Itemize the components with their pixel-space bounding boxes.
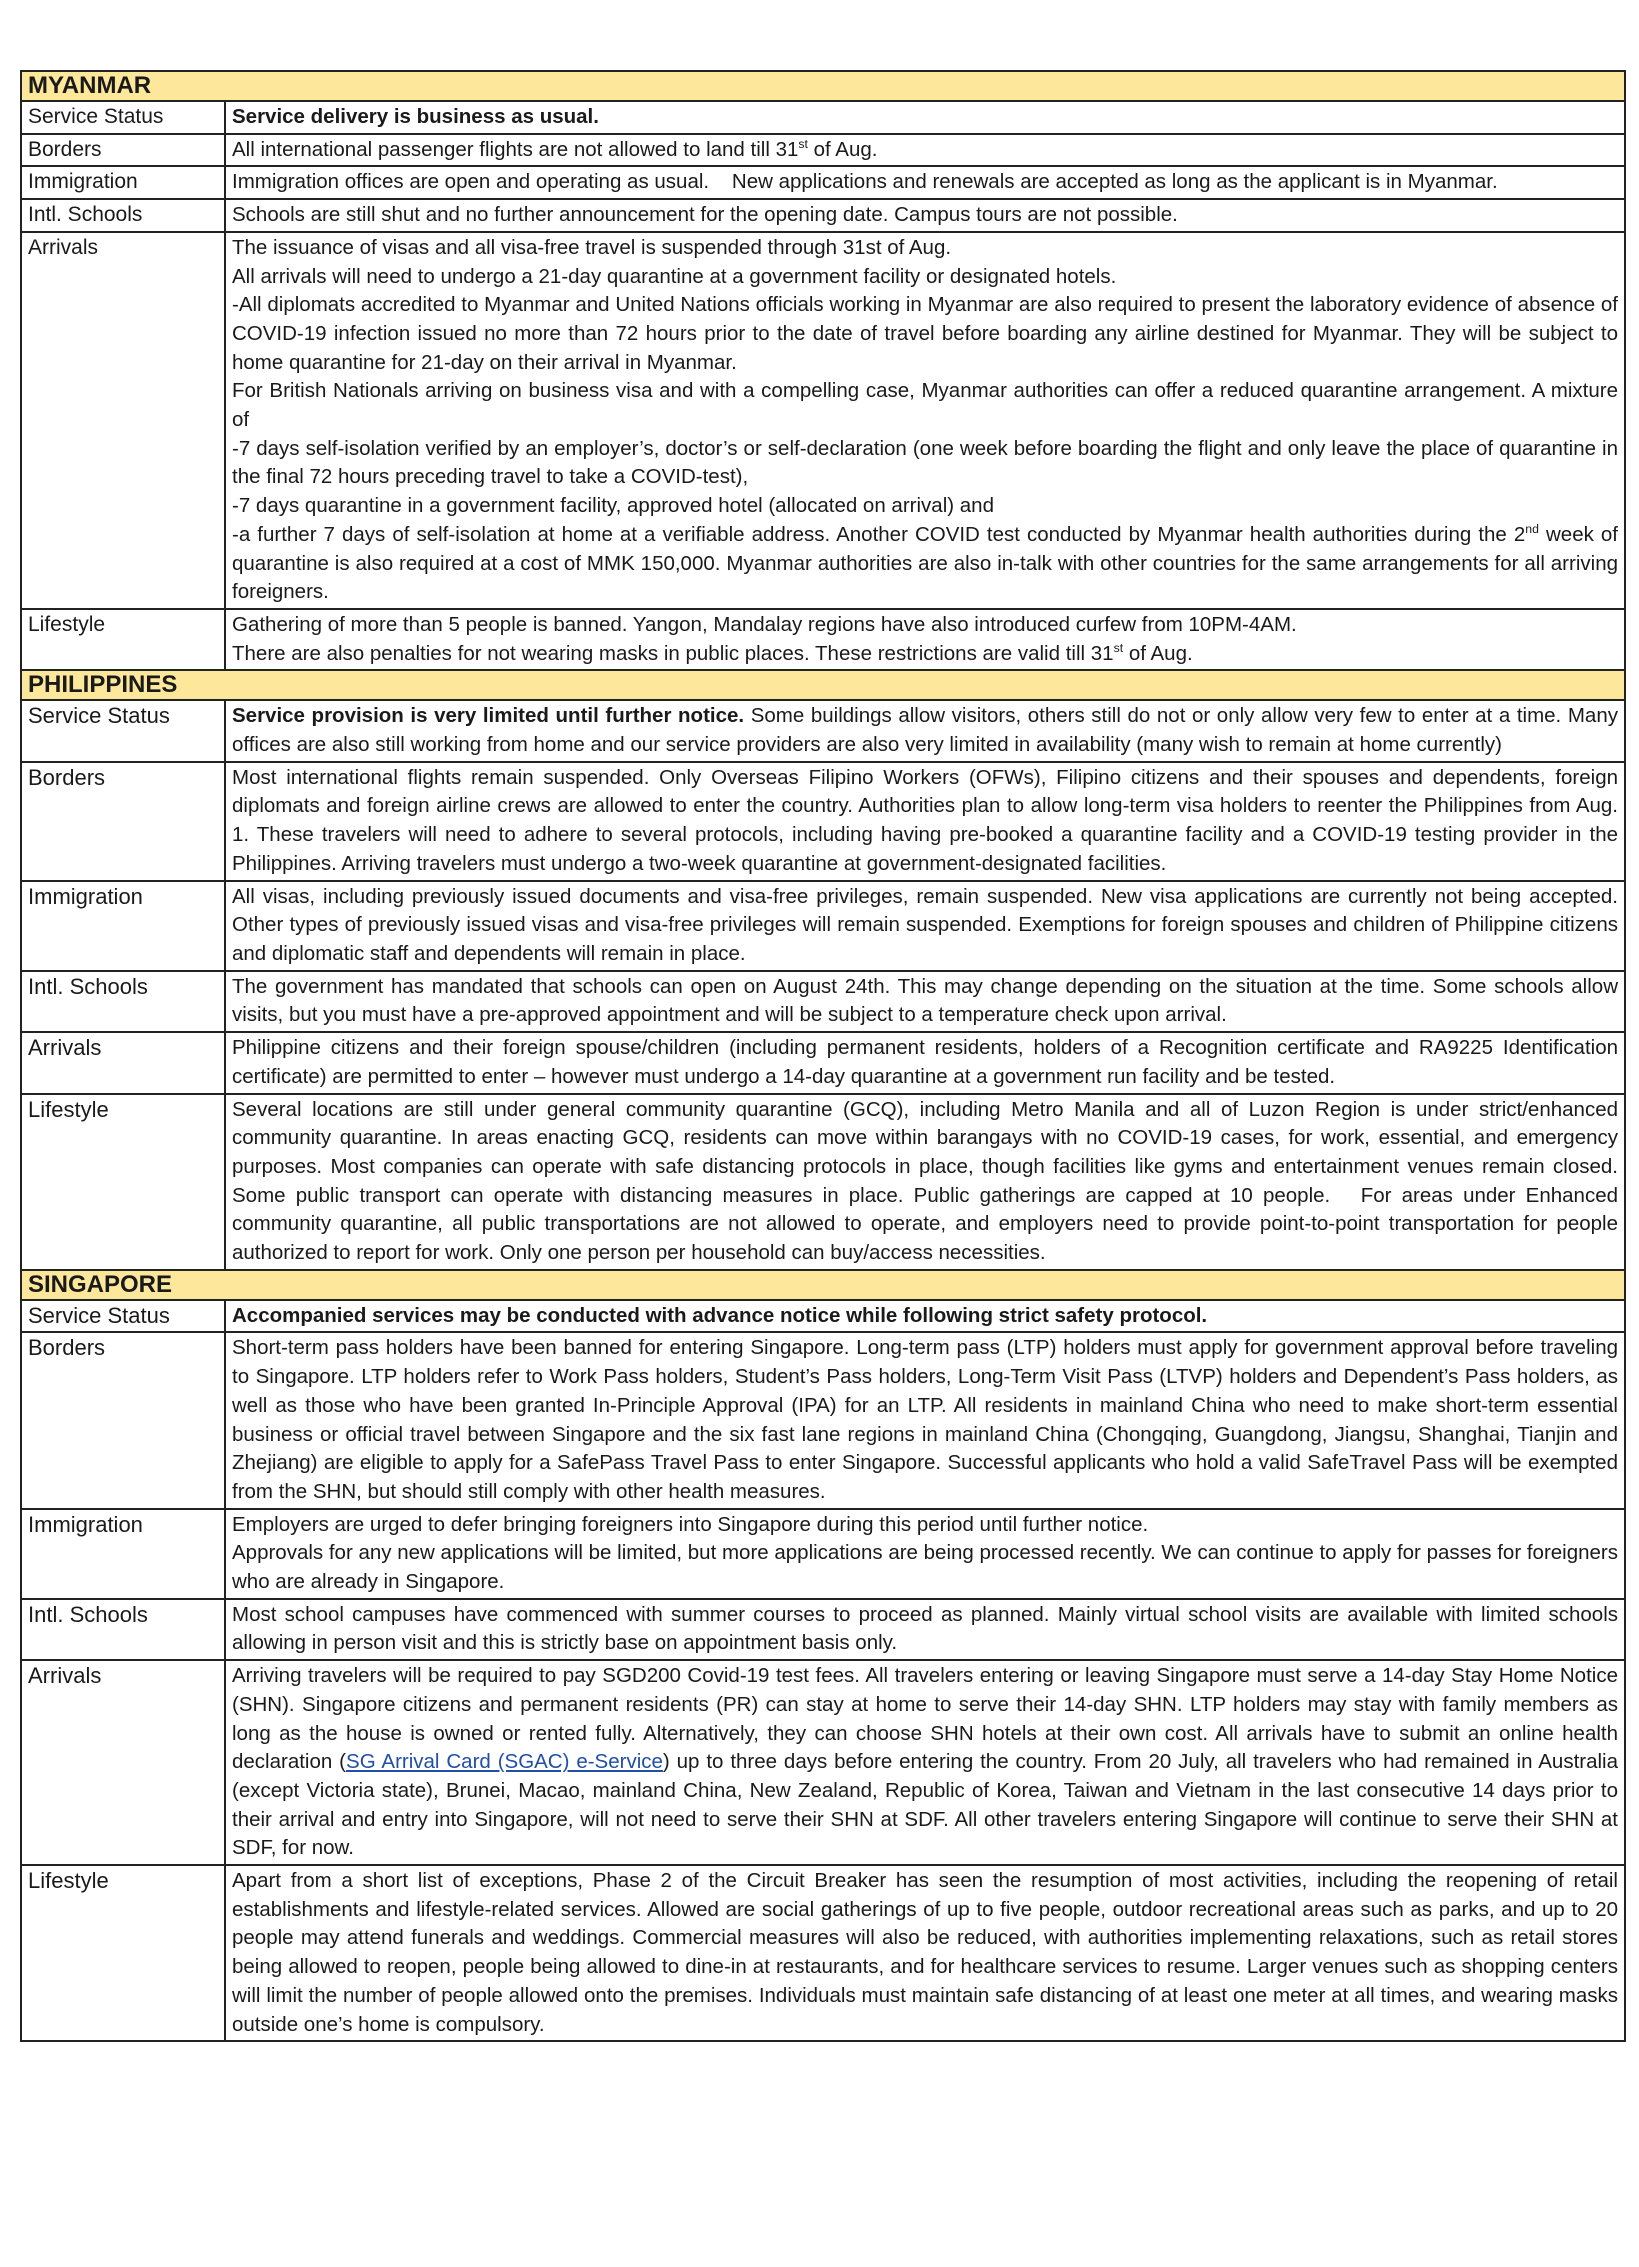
row-text: Arriving travelers will be required to pay SGD200 Covid-19 test fees. All travelers entering or leaving Singapore must serve a 14-day Stay Home Notice (SHN). Singapore citizens and permanent residents (PR) can stay at home to serve their 14-day SHN. LTP holders may stay with family members as long as the house is owned or rented fully. Alternatively, they can choose SHN hotels at their own cost. All arrivals have to submit an online health declaration (SG Arrival Card (SGAC) e-Service) up to three days before entering the country. From 20 July, all travelers who had remained in Australia (except Victoria state), Brunei, Macao, mainland China, New Zealand, Republic of Korea, Taiwan and Vietnam in the last consecutive 14 days prior to their arrival and entry into Singapore, will not need to serve their SHN at SDF. All other travelers entering Singapore will continue to serve their SHN at SDF, for now. (225, 1660, 1625, 1865)
paragraph: Gathering of more than 5 people is banned. Yangon, Mandalay regions have also introduced curfew from 10PM-4AM. (232, 612, 1297, 636)
row-text: The government has mandated that schools can open on August 24th. This may change depending on the situation at the time. Some schools allow visits, but you must have a pre-approved appointment and will be subject to a temperature check upon arrival. (225, 971, 1625, 1032)
paragraph: There are also penalties for not wearing masks in public places. These restrictions are valid till 31st of Aug. (232, 640, 1193, 665)
row-label: Service Status (21, 700, 225, 761)
row-text: Schools are still shut and no further announcement for the opening date. Campus tours are not possible. (225, 199, 1625, 232)
row-text: Service provision is very limited until further notice. Some buildings allow visitors, others still do not or only allow very few to enter at a time. Many offices are also still working from home and our service providers are also very limited in availability (many wish to remain at home currently) (225, 700, 1625, 761)
row-label: Immigration (21, 1509, 225, 1599)
country-status-document (20, 70, 1626, 2042)
row-label: Intl. Schools (21, 199, 225, 232)
row-text (225, 1509, 1625, 1599)
row-text: Service delivery is business as usual. (225, 101, 1625, 134)
table-row (21, 700, 1625, 761)
row-label: Intl. Schools (21, 971, 225, 1032)
row-label: Arrivals (21, 1660, 225, 1865)
row-text: Short-term pass holders have been banned for entering Singapore. Long-term pass (LTP) holders must apply for government approval before traveling to Singapore. LTP holders refer to Work Pass holders, Student’s Pass holders, Long-Term Visit Pass (LTVP) holders and Dependent’s Pass holders, as well as those who have been granted In-Principle Approval (IPA) for an LTP. All residents in mainland China who need to make short-term essential business or official travel between Singapore and the six fast lane regions in mainland China (Chongqing, Guangdong, Jiangsu, Shanghai, Tianjin and Zhejiang) are eligible to apply for a SafePass Travel Pass to enter Singapore. Successful applicants who hold a valid SafeTravel Pass will be exempted from the SHN, but should still comply with other health measures. (225, 1332, 1625, 1508)
row-text: Most international flights remain suspended. Only Overseas Filipino Workers (OFWs), Filipino citizens and their spouses and dependents, foreign diplomats and foreign airline crews are allowed to enter the country. Authorities plan to allow long-term visa holders to reenter the Philippines from Aug. 1. These travelers will need to adhere to several protocols, including having pre-booked a quarantine facility and a COVID-19 testing provider in the Philippines. Arriving travelers must undergo a two-week quarantine at government-designated facilities. (225, 762, 1625, 881)
table-row (21, 971, 1625, 1032)
row-label: Service Status (21, 1300, 225, 1333)
row-label: Borders (21, 1332, 225, 1508)
row-label: Intl. Schools (21, 1599, 225, 1660)
paragraph: -All diplomats accredited to Myanmar and United Nations officials working in Myanmar are also required to present the laboratory evidence of absence of COVID-19 infection issued no more than 72 hours prior to the date of travel before boarding any airline destined for Myanmar. They will be subject to home quarantine for 21-day on their arrival in Myanmar. (232, 293, 1618, 374)
country-header-row (21, 71, 1625, 101)
row-label: Borders (21, 134, 225, 167)
row-label: Lifestyle (21, 1865, 225, 2041)
paragraph: Employers are urged to defer bringing foreigners into Singapore during this period until further notice. (232, 1512, 1149, 1536)
table-row (21, 881, 1625, 971)
table-row (21, 1300, 1625, 1333)
row-label: Arrivals (21, 232, 225, 609)
paragraph: All arrivals will need to undergo a 21-day quarantine at a government facility or designated hotels. (232, 264, 1117, 288)
table-row (21, 1332, 1625, 1508)
paragraph: -7 days self-isolation verified by an employer’s, doctor’s or self-declaration (one week before boarding the flight and only leave the place of quarantine in the final 72 hours preceding travel to take a COVID-test), (232, 436, 1618, 489)
sgac-e-service-link[interactable]: SG Arrival Card (SGAC) e-Service (346, 1750, 663, 1774)
row-text (225, 609, 1625, 670)
row-label: Arrivals (21, 1032, 225, 1093)
table-row (21, 1509, 1625, 1599)
row-label: Immigration (21, 166, 225, 199)
row-text: Philippine citizens and their foreign spouse/children (including permanent residents, holders of a Recognition certificate and RA9225 Identification certificate) are permitted to enter – however must undergo a 14-day quarantine at a government run facility and be tested. (225, 1032, 1625, 1093)
row-text (225, 232, 1625, 609)
table-row (21, 1660, 1625, 1865)
table-row (21, 134, 1625, 167)
row-label: Borders (21, 762, 225, 881)
paragraph: -a further 7 days of self-isolation at home at a verifiable address. Another COVID test conducted by Myanmar health authorities during the 2nd week of quarantine is also required at a cost of MMK 150,000. Myanmar authorities are also in-talk with other countries for the same arrangements for all arriving foreigners. (232, 522, 1618, 604)
row-text: Several locations are still under general community quarantine (GCQ), including Metro Manila and all of Luzon Region is under strict/enhanced community quarantine. In areas enacting GCQ, residents can move within barangays with no COVID-19 cases, for work, essential, and emergency purposes. Most companies can operate with safe distancing protocols in place, though facilities like gyms and entertainment venues remain closed. Some public transport can operate with distancing measures in place. Public gatherings are capped at 10 people. For areas under Enhanced community quarantine, all public transportations are not allowed to operate, and employers need to provide point-to-point transportation for people authorized to report for work. Only one person per household can buy/access necessities. (225, 1094, 1625, 1270)
row-text: Apart from a short list of exceptions, Phase 2 of the Circuit Breaker has seen the resumption of most activities, including the reopening of retail establishments and lifestyle-related services. Allowed are social gatherings of up to five people, outdoor recreational areas such as parks, and up to 20 people may attend funerals and weddings. Commercial measures will also be reduced, with authorities implementing relaxations, such as retail stores being allowed to reopen, people being allowed to dine-in at restaurants, and for healthcare services to resume. Larger venues such as shopping centers will limit the number of people allowed onto the premises. Individuals must maintain safe distancing of at least one meter at all times, and wearing masks outside one’s home is compulsory. (225, 1865, 1625, 2041)
country-name: MYANMAR (21, 71, 1625, 101)
paragraph: -7 days quarantine in a government facility, approved hotel (allocated on arrival) and (232, 494, 994, 518)
paragraph: The issuance of visas and all visa-free travel is suspended through 31st of Aug. (232, 235, 952, 259)
row-label: Immigration (21, 881, 225, 971)
row-label: Service Status (21, 101, 225, 134)
table-row (21, 101, 1625, 134)
paragraph: For British Nationals arriving on business visa and with a compelling case, Myanmar authorities can offer a reduced quarantine arrangement. A mixture of (232, 379, 1618, 432)
table-row (21, 1865, 1625, 2041)
table-row (21, 1599, 1625, 1660)
row-label: Lifestyle (21, 1094, 225, 1270)
row-text: Most school campuses have commenced with summer courses to proceed as planned. Mainly virtual school visits are available with limited schools allowing in person visit and this is strictly base on appointment basis only. (225, 1599, 1625, 1660)
row-text: All international passenger flights are not allowed to land till 31st of Aug. (225, 134, 1625, 167)
table-row (21, 232, 1625, 609)
table-row (21, 762, 1625, 881)
row-text: Accompanied services may be conducted with advance notice while following strict safety protocol. (225, 1300, 1625, 1333)
table-row (21, 1032, 1625, 1093)
country-status-table (20, 70, 1626, 2042)
table-row (21, 1094, 1625, 1270)
country-name: SINGAPORE (21, 1270, 1625, 1300)
paragraph: Approvals for any new applications will be limited, but more applications are being processed recently. We can continue to apply for passes for foreigners who are already in Singapore. (232, 1541, 1619, 1594)
table-row (21, 166, 1625, 199)
country-name: PHILIPPINES (21, 670, 1625, 700)
table-row (21, 199, 1625, 232)
country-header-row (21, 1270, 1625, 1300)
country-header-row (21, 670, 1625, 700)
table-row (21, 609, 1625, 670)
row-text: All visas, including previously issued documents and visa-free privileges, remain suspended. New visa applications are currently not being accepted. Other types of previously issued visas and visa-free privileges will remain suspended. Exemptions for foreign spouses and children of Philippine citizens and diplomatic staff and dependents will remain in place. (225, 881, 1625, 971)
row-label: Lifestyle (21, 609, 225, 670)
row-text: Immigration offices are open and operating as usual. New applications and renewals are accepted as long as the applicant is in Myanmar. (225, 166, 1625, 199)
